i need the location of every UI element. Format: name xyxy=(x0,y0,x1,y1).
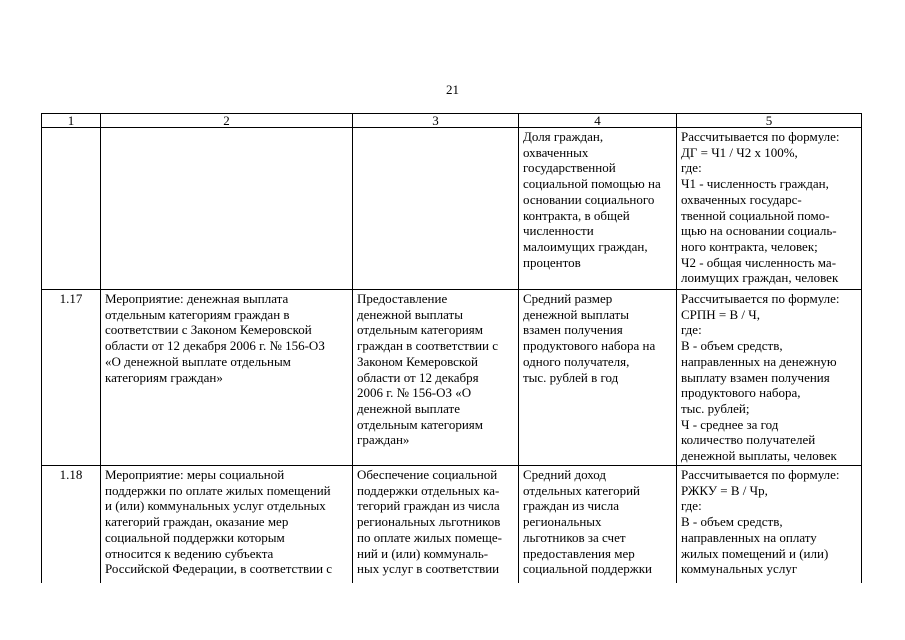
cell-line: В - объем средств, xyxy=(681,514,783,530)
cell-line: области от 12 декабря xyxy=(357,369,479,385)
cell-line: коммунальных услуг xyxy=(681,561,798,577)
cell-line: Рассчитывается по формуле: xyxy=(681,291,840,306)
cell-line: поддержки отдельных ка- xyxy=(357,482,500,498)
cell-line: социальной поддержки которым xyxy=(105,529,285,545)
cell-line: отдельным категориям xyxy=(357,322,483,338)
cell-line: Законом Кемеровской xyxy=(357,353,479,369)
page-number: 21 xyxy=(446,82,459,97)
cell-line: процентов xyxy=(523,254,581,270)
cell-line: жилых помещений и (или) xyxy=(681,545,829,561)
column-header-1: 1 xyxy=(42,114,101,128)
measure-cell xyxy=(101,128,353,290)
cell-line: денежной выплаты xyxy=(523,306,629,322)
cell-line: выплату взамен получения xyxy=(681,369,830,385)
cell-line: Российской Федерации, в соответствии с xyxy=(105,561,333,577)
cell-line: Ч1 - численность граждан, xyxy=(681,176,829,192)
cell-line: Рассчитывается по формуле: xyxy=(681,467,840,482)
indicator-cell xyxy=(519,128,677,290)
table-row xyxy=(42,290,862,466)
cell-line: РЖКУ = В / Чр, xyxy=(681,482,768,498)
cell-line: региональных льготников xyxy=(357,514,501,530)
table-header-row xyxy=(42,114,862,128)
cell-line: В - объем средств, xyxy=(681,338,783,354)
cell-line: льготников за счет xyxy=(523,529,626,545)
cell-line: направленных на оплату xyxy=(681,529,817,545)
cell-line: малоимущих граждан, xyxy=(523,238,648,254)
cell-line: ного контракта, человек; xyxy=(681,238,818,254)
cell-line: Предоставление xyxy=(357,291,448,306)
cell-line: области от 12 декабря 2006 г. № 156-ОЗ xyxy=(105,338,325,354)
cell-line: денежной выплаты, человек xyxy=(681,448,837,464)
cell-line: направленных на денежную xyxy=(681,353,837,369)
cell-line: где: xyxy=(681,160,702,176)
cell-line: где: xyxy=(681,322,702,338)
cell-line: и (или) коммунальных услуг отдельных xyxy=(105,498,326,514)
cell-line: социальной помощью на xyxy=(523,176,661,192)
cell-line: Средний доход xyxy=(523,467,607,482)
description-cell xyxy=(353,128,519,290)
cell-line: граждан» xyxy=(357,432,410,448)
description-cell xyxy=(353,466,519,584)
cell-line: щью на основании социаль- xyxy=(681,223,837,239)
cell-line: отдельным категориям граждан в xyxy=(105,306,290,322)
cell-line: граждан из числа xyxy=(523,498,620,514)
cell-line: ний и (или) коммуналь- xyxy=(357,545,489,561)
cell-line: 2006 г. № 156-ОЗ «О xyxy=(357,385,472,401)
cell-line: государственной xyxy=(523,160,616,176)
cell-line: Мероприятие: денежная выплата xyxy=(105,291,289,306)
cell-line: категорий граждан, оказание мер xyxy=(105,514,289,530)
column-header-5: 5 xyxy=(677,114,862,128)
cell-line: Обеспечение социальной xyxy=(357,467,498,482)
cell-line: тыс. рублей в год xyxy=(523,369,619,385)
cell-line: СРПН = В / Ч, xyxy=(681,306,760,322)
cell-line: продуктового набора на xyxy=(523,338,656,354)
column-header-2: 2 xyxy=(101,114,353,128)
cell-line: 1.18 xyxy=(59,467,83,482)
cell-line: социальной поддержки xyxy=(523,561,652,577)
cell-line: лоимущих граждан, человек xyxy=(681,270,839,286)
cell-line: продуктового набора, xyxy=(681,385,801,401)
cell-line: количество получателей xyxy=(681,432,816,448)
formula-cell xyxy=(677,290,862,466)
cell-line: 1.17 xyxy=(59,291,83,306)
cell-line: Доля граждан, xyxy=(523,129,604,144)
cell-line: граждан в соответствии с xyxy=(357,338,499,354)
cell-line: численности xyxy=(523,223,594,239)
cell-line: отдельных категорий xyxy=(523,482,641,498)
cell-line: Средний размер xyxy=(523,291,613,306)
indicator-cell xyxy=(519,290,677,466)
row-number-cell xyxy=(42,128,101,290)
cell-line: одного получателя, xyxy=(523,353,630,369)
cell-line: денежной выплаты xyxy=(357,306,463,322)
cell-line: отдельным категориям xyxy=(357,416,483,432)
cell-line: Рассчитывается по формуле: xyxy=(681,129,840,144)
row-number-cell xyxy=(42,290,101,466)
cell-line: где: xyxy=(681,498,702,514)
cell-line: твенной социальной помо- xyxy=(681,207,830,223)
indicator-cell xyxy=(519,466,677,584)
cell-line: тыс. рублей; xyxy=(681,400,750,416)
table-row xyxy=(42,466,862,584)
cell-line: Ч - среднее за год xyxy=(681,416,779,432)
cell-line: взамен получения xyxy=(523,322,623,338)
cell-line: тегорий граждан из числа xyxy=(357,498,500,514)
cell-line: ДГ = Ч1 / Ч2 х 100%, xyxy=(681,144,798,160)
cell-line: соответствии с Законом Кемеровской xyxy=(105,322,312,338)
cell-line: охваченных xyxy=(523,144,589,160)
cell-line: Мероприятие: меры социальной xyxy=(105,467,285,482)
description-cell xyxy=(353,290,519,466)
table-row xyxy=(42,128,862,290)
cell-line: контракта, в общей xyxy=(523,207,630,223)
cell-line: категориям граждан» xyxy=(105,369,223,385)
cell-line: «О денежной выплате отдельным xyxy=(105,353,291,369)
cell-line: по оплате жилых помеще- xyxy=(357,529,503,545)
cell-line: охваченных государс- xyxy=(681,191,802,207)
measure-cell xyxy=(101,466,353,584)
measure-cell xyxy=(101,290,353,466)
cell-line: предоставления мер xyxy=(523,545,635,561)
cell-line: поддержки по оплате жилых помещений xyxy=(105,482,331,498)
cell-line: основании социального xyxy=(523,191,655,207)
formula-cell xyxy=(677,466,862,584)
cell-line: относится к ведению субъекта xyxy=(105,545,274,561)
column-header-3: 3 xyxy=(353,114,519,128)
row-number-cell xyxy=(42,466,101,584)
cell-line: региональных xyxy=(523,514,602,530)
cell-line: денежной выплате xyxy=(357,400,460,416)
cell-line: ных услуг в соответствии xyxy=(357,561,500,577)
formula-cell xyxy=(677,128,862,290)
cell-line: Ч2 - общая численность ма- xyxy=(681,254,837,270)
indicators-table xyxy=(41,113,862,583)
column-header-4: 4 xyxy=(519,114,677,128)
